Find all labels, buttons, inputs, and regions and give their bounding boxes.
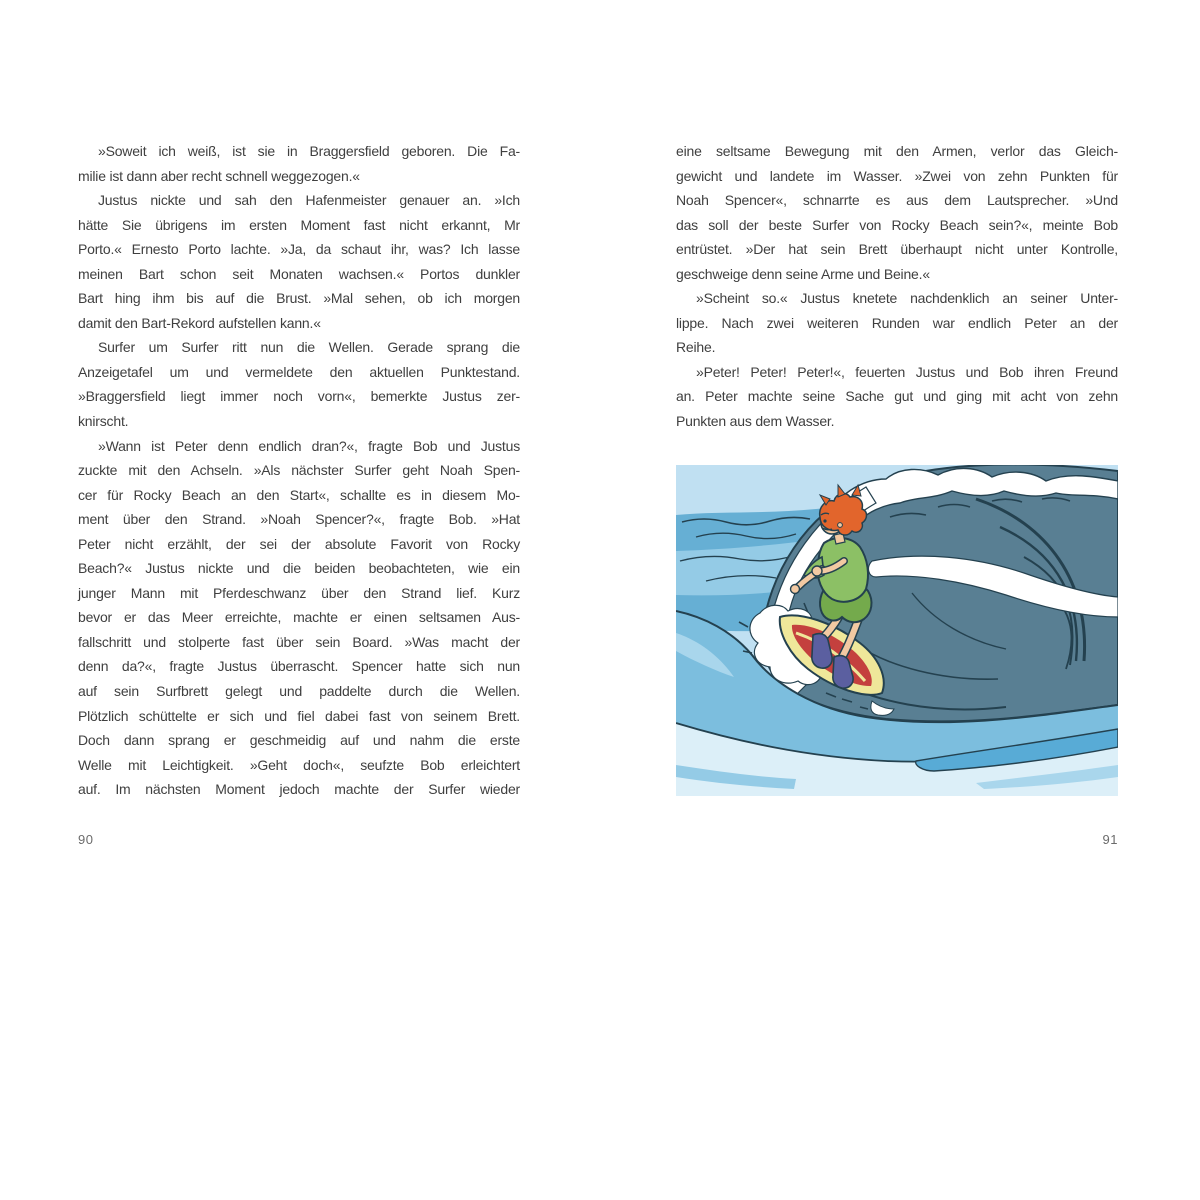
text-line: geschweige denn seine Arme und Beine.« [676,265,930,282]
text-line: Welle mit Leichtigkeit. »Geht doch«, seufzte Bob erleichtert [78,756,520,773]
text-line: gewicht und landete im Wasser. »Zwei von zehn Punkten für [676,167,1118,184]
text-line: »Scheint so.« Justus knetete nachdenklich an seiner Unter- [696,290,1118,307]
text-line: entrüstet. »Der hat sein Brett überhaupt nicht unter Kontrolle, [676,241,1118,258]
text-line: bevor er das Meer erreichte, machte er einen seltsamen Aus- [78,609,520,626]
text-line: »Soweit ich weiß, ist sie in Braggersfield geboren. Die Fa- [98,143,520,159]
text-line: Punkten aus dem Wasser. [676,413,835,430]
left-page-text [78,139,520,802]
text-line: Beach?« Justus nickte und die beiden beobachteten, wie ein [78,560,520,577]
text-line: Surfer um Surfer ritt nun die Wellen. Gerade sprang die [98,339,520,356]
text-line: Bart hing ihm bis auf die Brust. »Mal sehen, ob ich morgen [78,290,520,307]
page-number-right: 91 [1102,832,1118,847]
text-line: »Wann ist Peter denn endlich dran?«, fragte Bob und Justus [98,437,520,454]
text-line: »Peter! Peter! Peter!«, feuerten Justus und Bob ihren Freund [696,363,1118,380]
text-line: »Braggersfield liegt immer noch vorn«, bemerkte Justus zer- [78,388,520,405]
surfer-illustration [676,465,1118,796]
text-line: Reihe. [676,339,716,356]
text-line: lippe. Nach zwei weiteren Runden war endlich Peter an der [676,314,1118,331]
text-line: Porto.« Ernesto Porto lachte. »Ja, da schaut ihr, was? Ich lasse [78,241,520,258]
text-line: das soll der beste Surfer von Rocky Beach sein?«, meinte Bob [676,216,1118,233]
text-line: Noah Spencer«, schnarrte es aus dem Lautsprecher. »Und [676,192,1118,209]
page-number-left: 90 [78,832,94,847]
text-line: knirscht. [78,413,129,430]
text-line: Anzeigetafel um und vermeldete den aktuellen Punktestand. [78,363,520,380]
text-line: auf. Im nächsten Moment jedoch machte der Surfer wieder [78,781,520,798]
text-line: eine seltsame Bewegung mit den Armen, verlor das Gleich- [676,143,1118,159]
surf-scene [676,465,1118,796]
text-line: junger Mann mit Pferdeschwanz über den Strand lief. Kurz [78,584,520,601]
text-line: Plötzlich schüttelte er sich und fiel dabei fast von seinem Brett. [78,707,520,724]
text-line: an. Peter machte seine Sache gut und ging mit acht von zehn [676,388,1118,405]
text-line: Justus nickte und sah den Hafenmeister genauer an. »Ich [98,192,520,209]
text-line: cer für Rocky Beach an den Start«, schallte es in diesem Mo- [78,486,520,503]
text-line: Peter nicht erzählt, der sei der absolute Favorit von Rocky [78,535,520,552]
text-line: ment über den Strand. »Noah Spencer?«, fragte Bob. »Hat [78,511,520,528]
text-line: damit den Bart-Rekord aufstellen kann.« [78,314,321,331]
right-page-text [676,139,1118,434]
text-line: meinen Bart schon seit Monaten wachsen.« Portos dunkler [78,265,520,282]
text-line: fallschritt und stolperte fast über sein Board. »Was macht der [78,633,520,650]
text-line: Doch dann sprang er geschmeidig auf und nahm die erste [78,732,520,749]
text-line: zuckte mit den Achseln. »Als nächster Surfer geht Noah Spen- [78,462,520,479]
text-line: milie ist dann aber recht schnell weggezogen.« [78,167,360,184]
text-line: denn da?«, fragte Justus überrascht. Spencer hatte sich nun [78,658,520,675]
text-line: hätte Sie übrigens im ersten Moment fast nicht erkannt, Mr [78,216,520,233]
text-line: auf sein Surfbrett gelegt und paddelte durch die Wellen. [78,683,520,700]
